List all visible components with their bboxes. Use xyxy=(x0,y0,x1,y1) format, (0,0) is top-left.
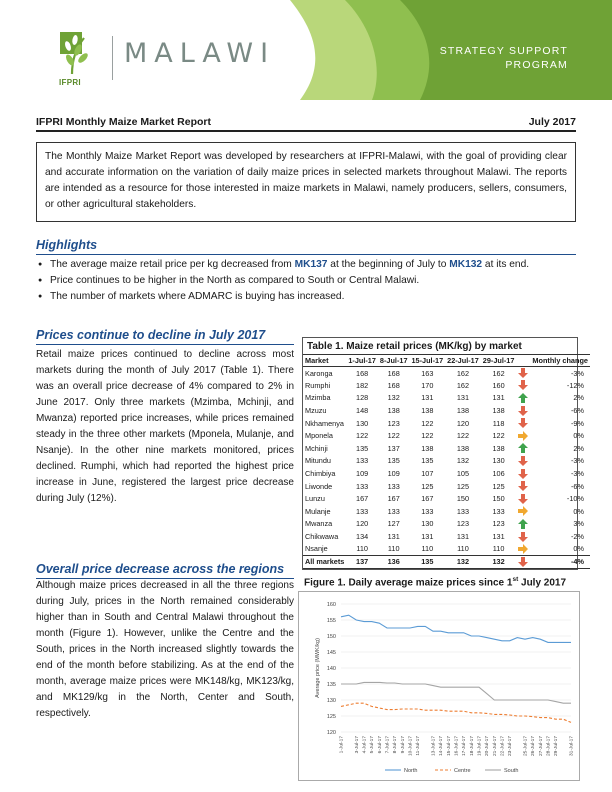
market-name: Mzuzu xyxy=(305,406,327,416)
price-cell: 133 xyxy=(456,506,470,516)
arrow-down-icon xyxy=(516,555,530,568)
table-row xyxy=(303,467,590,480)
col-date: 29-Jul-17 xyxy=(482,356,515,365)
market-name: Mwanza xyxy=(305,519,333,529)
y-axis-label: Average price (MWK/kg) xyxy=(315,638,321,698)
price-cell: 131 xyxy=(492,532,505,542)
price-cell: 123 xyxy=(456,519,470,529)
report-header xyxy=(0,0,612,100)
figure-title-text: Figure 1. Daily average maize prices since 1 xyxy=(304,577,513,589)
report-date: July 2017 xyxy=(528,116,576,128)
x-tick-label: 25-Jul-17 xyxy=(523,736,529,756)
price-cell: 122 xyxy=(421,418,434,428)
table-row xyxy=(303,543,590,556)
price-cell: 110 xyxy=(387,544,400,554)
price-cell: 125 xyxy=(492,481,505,491)
arrow-down-icon xyxy=(516,367,530,380)
figure-title-text: July 2017 xyxy=(518,577,567,589)
monthly-change: 0% xyxy=(573,431,584,441)
section2-heading: Overall price decrease across the regions xyxy=(36,562,285,576)
price-cell: 131 xyxy=(456,532,470,542)
price-cell: 130 xyxy=(356,418,369,428)
price-cell: 131 xyxy=(456,393,470,403)
market-name: Chikwawa xyxy=(305,532,339,542)
program-line-1: STRATEGY SUPPORT xyxy=(439,45,568,57)
price-cell: 130 xyxy=(492,456,505,466)
market-name: Mitundu xyxy=(305,456,331,466)
y-tick-label: 120 xyxy=(326,730,336,736)
market-name: Chimbiya xyxy=(305,469,336,479)
monthly-change: -3% xyxy=(570,456,584,466)
monthly-change: -6% xyxy=(570,481,584,491)
arrow-right-icon xyxy=(516,543,530,556)
price-cell: 132 xyxy=(456,456,470,466)
arrow-down-icon xyxy=(516,417,530,430)
series-line-centre xyxy=(341,703,571,722)
intro-box: The Monthly Maize Market Report was developed by researchers at IFPRI-Malawi, with the goal of providing clear and accurate information on the variation of daily maize prices in selected markets throughout Malawi. The reports are intended as a resource for those interested in maize markets in Malawi, namely producers, sellers, consumers, or other agricultural stakeholders. xyxy=(36,142,576,222)
market-name: Lunzu xyxy=(305,494,325,504)
price-cell: 131 xyxy=(492,393,505,403)
highlights-rule xyxy=(36,254,576,255)
y-tick-label: 145 xyxy=(326,650,336,656)
price-chart xyxy=(298,591,580,781)
monthly-change: -3% xyxy=(570,469,584,479)
monthly-change: 2% xyxy=(573,443,584,453)
monthly-change: -9% xyxy=(570,418,584,428)
price-cell: 138 xyxy=(387,406,400,416)
market-name: Mchinji xyxy=(305,443,328,453)
arrow-up-icon xyxy=(516,442,530,455)
col-date: 8-Jul-17 xyxy=(379,356,408,365)
arrow-down-icon xyxy=(516,404,530,417)
price-cell: 167 xyxy=(356,494,369,504)
monthly-change: -2% xyxy=(570,532,584,542)
price-cell: 135 xyxy=(356,443,369,453)
price-cell: 105 xyxy=(456,469,470,479)
y-tick-label: 130 xyxy=(326,698,336,704)
table-title: Table 1. Maize retail prices (MK/kg) by market xyxy=(307,341,522,352)
price-cell: 182 xyxy=(356,380,369,390)
price-table xyxy=(302,337,588,570)
x-tick-label: 1-Jul-17 xyxy=(339,736,345,754)
arrow-right-icon xyxy=(516,429,530,442)
x-tick-label: 23-Jul-17 xyxy=(508,736,514,756)
col-date: 15-Jul-17 xyxy=(411,356,444,365)
x-tick-label: 21-Jul-17 xyxy=(492,736,498,756)
arrow-down-icon xyxy=(516,467,530,480)
y-tick-label: 155 xyxy=(326,618,336,624)
price-cell: 167 xyxy=(421,494,434,504)
highlight-item: ● Price continues to be higher in the North as compared to South or Central Malawi. xyxy=(38,273,583,289)
price-cell: 122 xyxy=(387,431,400,441)
price-cell: 150 xyxy=(492,494,505,504)
price-cell: 132 xyxy=(481,555,517,568)
price-chart-svg xyxy=(299,592,581,782)
price-cell: 136 xyxy=(378,555,410,568)
price-cell: 131 xyxy=(387,532,400,542)
market-name: Mponela xyxy=(305,431,333,441)
monthly-change: -6% xyxy=(570,406,584,416)
price-cell: 138 xyxy=(421,406,434,416)
price-cell: 133 xyxy=(387,506,400,516)
ifpri-logo-text: IFPRI xyxy=(59,78,81,87)
x-tick-label: 13-Jul-17 xyxy=(431,736,437,756)
table-row xyxy=(303,480,590,493)
y-tick-label: 160 xyxy=(326,602,336,608)
figure-title-sup: st xyxy=(512,576,519,583)
highlights-heading: Highlights xyxy=(36,238,98,252)
price-cell: 110 xyxy=(356,544,368,554)
monthly-change: -3% xyxy=(570,368,584,378)
price-cell: 138 xyxy=(456,406,470,416)
col-date: 22-Jul-17 xyxy=(447,356,479,365)
header-divider xyxy=(112,36,113,80)
y-tick-label: 135 xyxy=(326,682,336,688)
price-cell: 138 xyxy=(421,443,434,453)
table-row xyxy=(303,530,590,543)
table-row xyxy=(303,518,590,531)
arrow-up-icon xyxy=(516,392,530,405)
price-cell: 135 xyxy=(421,456,434,466)
price-cell: 160 xyxy=(492,380,505,390)
price-cell: 120 xyxy=(356,519,369,529)
price-cell: 137 xyxy=(387,443,400,453)
price-cell: 135 xyxy=(387,456,400,466)
price-cell: 133 xyxy=(421,506,434,516)
legend-label: South xyxy=(504,768,519,774)
x-tick-label: 26-Jul-17 xyxy=(531,736,537,756)
price-cell: 168 xyxy=(387,380,400,390)
arrow-up-icon xyxy=(516,518,530,531)
price-cell: 150 xyxy=(456,494,470,504)
market-name: Karonga xyxy=(305,368,333,378)
x-tick-label: 16-Jul-17 xyxy=(454,736,460,756)
price-cell: 133 xyxy=(356,506,369,516)
arrow-down-icon xyxy=(516,492,530,505)
price-cell: 125 xyxy=(421,481,434,491)
table-total-row xyxy=(303,555,590,568)
x-tick-label: 10-Jul-17 xyxy=(408,736,414,756)
market-name: Nkhamenya xyxy=(305,418,344,428)
price-cell: 122 xyxy=(421,431,434,441)
price-cell: 133 xyxy=(356,481,369,491)
price-cell: 106 xyxy=(492,469,505,479)
price-cell: 118 xyxy=(492,418,505,428)
price-cell: 131 xyxy=(421,393,434,403)
x-tick-label: 9-Jul-17 xyxy=(400,736,406,754)
market-name: Mulanje xyxy=(305,506,331,516)
country-name: MALAWI xyxy=(124,38,276,69)
price-cell: 122 xyxy=(492,431,505,441)
price-cell: 162 xyxy=(492,368,505,378)
table-row xyxy=(303,367,590,380)
price-cell: 110 xyxy=(421,544,434,554)
col-date: 1-Jul-17 xyxy=(348,356,376,365)
table-row xyxy=(303,392,590,405)
highlight-item: ● The number of markets where ADMARC is buying has increased. xyxy=(38,289,583,305)
price-cell: 137 xyxy=(346,555,378,568)
highlight-text: The average maize retail price per kg decreased from xyxy=(50,259,295,270)
table-row xyxy=(303,417,590,430)
price-cell: 133 xyxy=(356,456,369,466)
highlight-value-start: MK137 xyxy=(294,259,328,270)
price-cell: 128 xyxy=(356,393,369,403)
table-row xyxy=(303,429,590,442)
report-title-row xyxy=(36,116,576,128)
price-cell: 163 xyxy=(421,368,434,378)
price-cell: 132 xyxy=(387,393,400,403)
price-cell: 162 xyxy=(456,368,470,378)
arrow-right-icon xyxy=(516,505,530,518)
price-cell: 110 xyxy=(457,544,469,554)
table-row xyxy=(303,404,590,417)
price-cell: 134 xyxy=(356,532,369,542)
highlight-value-end: MK132 xyxy=(449,259,483,270)
col-market: Market xyxy=(303,355,346,367)
monthly-change: -4% xyxy=(530,555,590,568)
report-title: IFPRI Monthly Maize Market Report xyxy=(36,116,212,128)
table-header-row xyxy=(303,355,590,367)
y-tick-label: 140 xyxy=(326,666,336,672)
highlight-item xyxy=(38,257,583,273)
x-tick-label: 20-Jul-17 xyxy=(485,736,491,756)
table-row xyxy=(303,442,590,455)
x-tick-label: 11-Jul-17 xyxy=(416,736,422,756)
x-tick-label: 7-Jul-17 xyxy=(385,736,391,754)
arrow-down-icon xyxy=(516,379,530,392)
figure-title xyxy=(304,576,566,588)
arrow-down-icon xyxy=(516,480,530,493)
price-cell: 130 xyxy=(421,519,434,529)
price-cell: 133 xyxy=(387,481,400,491)
market-name: Liwonde xyxy=(305,481,333,491)
price-cell: 170 xyxy=(421,380,434,390)
highlights-list xyxy=(38,257,583,305)
price-cell: 167 xyxy=(387,494,400,504)
arrow-down-icon xyxy=(516,530,530,543)
monthly-change: -10% xyxy=(566,494,584,504)
market-name: Mzimba xyxy=(305,393,331,403)
price-cell: 123 xyxy=(492,519,505,529)
section1-heading: Prices continue to decline in July 2017 xyxy=(36,328,266,342)
price-cell: 127 xyxy=(387,519,400,529)
x-tick-label: 31-Jul-17 xyxy=(569,736,575,756)
price-cell: 109 xyxy=(387,469,400,479)
highlight-text: at its end. xyxy=(482,259,530,270)
price-cell: 138 xyxy=(492,443,505,453)
monthly-change: 0% xyxy=(573,506,584,516)
x-tick-label: 6-Jul-17 xyxy=(377,736,383,754)
legend-label: Centre xyxy=(454,768,471,774)
arrow-down-icon xyxy=(516,455,530,468)
price-cell: 135 xyxy=(410,555,446,568)
title-rule xyxy=(36,130,576,132)
price-cell: 107 xyxy=(421,469,434,479)
x-tick-label: 27-Jul-17 xyxy=(538,736,544,756)
x-tick-label: 14-Jul-17 xyxy=(439,736,445,756)
program-line-2: PROGRAM xyxy=(505,59,568,71)
x-tick-label: 15-Jul-17 xyxy=(446,736,452,756)
program-name xyxy=(438,44,568,72)
monthly-change: 0% xyxy=(573,544,584,554)
price-cell: 125 xyxy=(456,481,470,491)
col-change: Monthly change xyxy=(532,356,588,365)
price-cell: 122 xyxy=(456,431,470,441)
price-cell: 123 xyxy=(387,418,400,428)
price-cell: 109 xyxy=(356,469,369,479)
monthly-change: -12% xyxy=(566,380,584,390)
x-tick-label: 3-Jul-17 xyxy=(354,736,360,754)
price-cell: 133 xyxy=(492,506,505,516)
x-tick-label: 17-Jul-17 xyxy=(462,736,468,756)
monthly-change: 3% xyxy=(573,519,584,529)
price-cell: 120 xyxy=(456,418,470,428)
price-cell: 110 xyxy=(492,544,505,554)
price-cell: 138 xyxy=(456,443,470,453)
x-tick-label: 29-Jul-17 xyxy=(554,736,560,756)
market-name: All markets xyxy=(305,557,345,567)
section2-body: Although maize prices decreased in all the three regions during July, prices in the North remained considerably higher than in South and Central Malawi throughout the month (Figure 1). However, unlike the Centre and the South, prices in the North increased slightly towards the end of the month before stabilizing. As at the end of the month, average maize prices were MK148/kg, MK123/kg, and MK129/kg in the North, Center and South, respectively. xyxy=(36,580,294,719)
section1-rule xyxy=(36,344,294,345)
y-tick-label: 125 xyxy=(326,714,336,720)
market-name: Rumphi xyxy=(305,380,331,390)
x-tick-label: 18-Jul-17 xyxy=(469,736,475,756)
x-tick-label: 8-Jul-17 xyxy=(393,736,399,754)
series-line-north xyxy=(341,615,571,642)
table-row xyxy=(303,379,590,392)
price-cell: 132 xyxy=(445,555,481,568)
market-name: Nsanje xyxy=(305,544,328,554)
highlight-text: at the beginning of July to xyxy=(327,259,450,270)
x-tick-label: 28-Jul-17 xyxy=(546,736,552,756)
ifpri-logo-icon xyxy=(58,30,102,80)
section1-body: Retail maize prices continued to decline across most markets during the month of July 2017 (Table 1). There was an overall price decrease of 4% compared to 2% in June 2017. Only three markets (Mzimba, Mchinji, and Mwanza) reported price increases, while prices remained steady in the three other markets (Mponela, Mulanje, and Nsanje). In the other nine markets monitored, prices declined. Rumphi, which had reported the highest price increase in June, registered the largest price decrease during July (12%). xyxy=(36,349,294,504)
x-tick-label: 19-Jul-17 xyxy=(477,736,483,756)
price-cell: 122 xyxy=(356,431,369,441)
price-cell: 162 xyxy=(456,380,470,390)
price-cell: 148 xyxy=(356,406,369,416)
x-tick-label: 5-Jul-17 xyxy=(370,736,376,754)
price-cell: 138 xyxy=(492,406,505,416)
monthly-change: 2% xyxy=(573,393,584,403)
legend-label: North xyxy=(404,768,418,774)
y-tick-label: 150 xyxy=(326,634,336,640)
price-cell: 131 xyxy=(421,532,434,542)
table-row xyxy=(303,492,590,505)
price-cell: 168 xyxy=(387,368,400,378)
x-tick-label: 22-Jul-17 xyxy=(500,736,506,756)
table-row xyxy=(303,455,590,468)
price-cell: 168 xyxy=(356,368,369,378)
x-tick-label: 4-Jul-17 xyxy=(362,736,368,754)
table-row xyxy=(303,505,590,518)
